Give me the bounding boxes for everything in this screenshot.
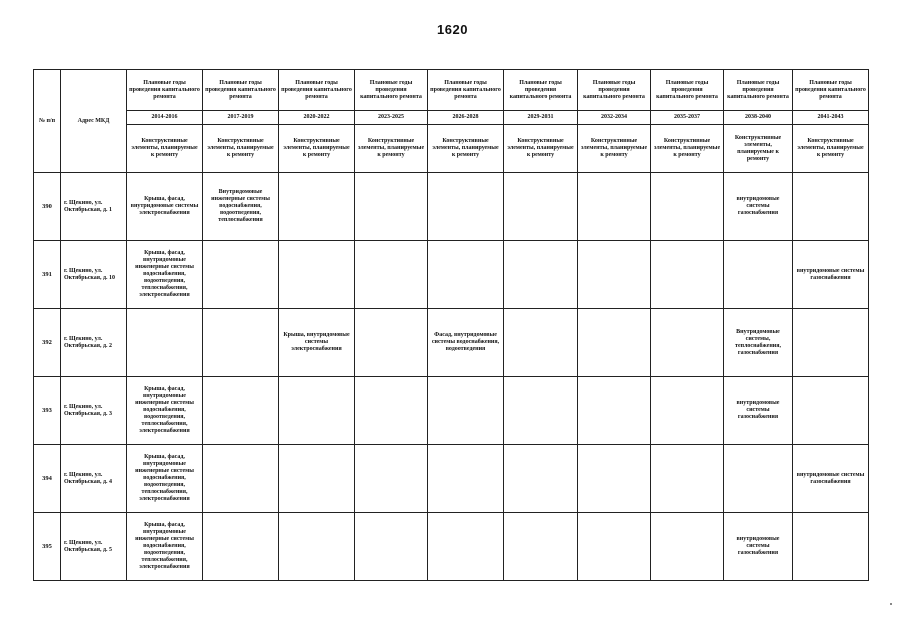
row-number: 394 bbox=[34, 445, 61, 513]
period-title-4: Плановые годы проведения капитального ремонта bbox=[428, 70, 504, 111]
repair-cell-2032-2034 bbox=[578, 173, 651, 241]
period-elements-label-1: Конструктивные элементы, планируемые к ремонту bbox=[203, 125, 279, 173]
repair-cell-2035-2037 bbox=[651, 377, 724, 445]
row-number: 390 bbox=[34, 173, 61, 241]
row-address: г. Щекино, ул. Октябрьская, д. 1 bbox=[61, 173, 127, 241]
repair-cell-2035-2037 bbox=[651, 513, 724, 581]
period-years-1: 2017-2019 bbox=[203, 111, 279, 125]
period-elements-label-7: Конструктивные элементы, планируемые к ремонту bbox=[651, 125, 724, 173]
period-title-0: Плановые годы проведения капитального ремонта bbox=[127, 70, 203, 111]
column-header-address: Адрес МКД bbox=[61, 70, 127, 173]
page-number: 1620 bbox=[437, 22, 468, 37]
period-years-6: 2032-2034 bbox=[578, 111, 651, 125]
repair-cell-2026-2028 bbox=[428, 173, 504, 241]
row-number: 392 bbox=[34, 309, 61, 377]
row-address: г. Щекино, ул. Октябрьская, д. 3 bbox=[61, 377, 127, 445]
repair-cell-2032-2034 bbox=[578, 445, 651, 513]
row-number: 391 bbox=[34, 241, 61, 309]
repair-cell-2014-2016: Крыша, фасад, внутридомовые инженерные системы водоснабжения, водоотведения, теплоснабжения, электроснабжения bbox=[127, 377, 203, 445]
repair-cell-2026-2028: Фасад, внутридомовые системы водоснабжения, водоотведения bbox=[428, 309, 504, 377]
repair-cell-2017-2019 bbox=[203, 309, 279, 377]
repair-cell-2020-2022: Крыша, внутридомовые системы электроснабжения bbox=[279, 309, 355, 377]
repair-cell-2014-2016: Крыша, фасад, внутридомовые системы электроснабжения bbox=[127, 173, 203, 241]
repair-cell-2023-2025 bbox=[355, 173, 428, 241]
period-elements-label-0: Конструктивные элементы, планируемые к ремонту bbox=[127, 125, 203, 173]
table-row bbox=[34, 173, 869, 241]
repair-cell-2032-2034 bbox=[578, 241, 651, 309]
repair-cell-2041-2043 bbox=[793, 377, 869, 445]
period-title-3: Плановые годы проведения капитального ремонта bbox=[355, 70, 428, 111]
period-title-8: Плановые годы проведения капитального ремонта bbox=[724, 70, 793, 111]
repair-cell-2038-2040: внутридомовые системы газоснабжения bbox=[724, 513, 793, 581]
repair-cell-2029-2031 bbox=[504, 241, 578, 309]
repair-cell-2023-2025 bbox=[355, 513, 428, 581]
period-years-5: 2029-2031 bbox=[504, 111, 578, 125]
repair-cell-2041-2043: внутридомовые системы газоснабжения bbox=[793, 445, 869, 513]
repair-cell-2017-2019 bbox=[203, 513, 279, 581]
table-row bbox=[34, 445, 869, 513]
repair-cell-2014-2016: Крыша, фасад, внутридомовые инженерные системы водоснабжения, водоотведения, теплоснабжения, электроснабжения bbox=[127, 513, 203, 581]
repair-cell-2017-2019 bbox=[203, 241, 279, 309]
period-elements-label-6: Конструктивные элементы, планируемые к ремонту bbox=[578, 125, 651, 173]
repair-cell-2041-2043 bbox=[793, 173, 869, 241]
repair-cell-2014-2016 bbox=[127, 309, 203, 377]
period-years-8: 2038-2040 bbox=[724, 111, 793, 125]
period-years-9: 2041-2043 bbox=[793, 111, 869, 125]
repair-cell-2014-2016: Крыша, фасад, внутридомовые инженерные системы водоснабжения, водоотведения, теплоснабжения, электроснабжения bbox=[127, 241, 203, 309]
period-elements-label-9: Конструктивные элементы, планируемые к ремонту bbox=[793, 125, 869, 173]
repair-cell-2029-2031 bbox=[504, 309, 578, 377]
table-row bbox=[34, 241, 869, 309]
row-address: г. Щекино, ул. Октябрьская, д. 4 bbox=[61, 445, 127, 513]
repair-cell-2035-2037 bbox=[651, 241, 724, 309]
repair-cell-2020-2022 bbox=[279, 377, 355, 445]
repair-cell-2017-2019 bbox=[203, 445, 279, 513]
period-title-6: Плановые годы проведения капитального ремонта bbox=[578, 70, 651, 111]
repair-cell-2026-2028 bbox=[428, 377, 504, 445]
period-title-2: Плановые годы проведения капитального ремонта bbox=[279, 70, 355, 111]
repair-cell-2038-2040 bbox=[724, 241, 793, 309]
row-address: г. Щекино, ул. Октябрьская, д. 2 bbox=[61, 309, 127, 377]
repair-cell-2035-2037 bbox=[651, 445, 724, 513]
row-address: г. Щекино, ул. Октябрьская, д. 5 bbox=[61, 513, 127, 581]
repair-cell-2023-2025 bbox=[355, 241, 428, 309]
repair-cell-2029-2031 bbox=[504, 377, 578, 445]
repair-cell-2038-2040 bbox=[724, 445, 793, 513]
repair-cell-2026-2028 bbox=[428, 513, 504, 581]
period-elements-label-8: Конструктивные элементы, планируемые к ремонту bbox=[724, 125, 793, 173]
repair-cell-2014-2016: Крыша, фасад, внутридомовые инженерные системы водоснабжения, водоотведения, теплоснабжения, электроснабжения bbox=[127, 445, 203, 513]
repair-cell-2029-2031 bbox=[504, 173, 578, 241]
period-title-7: Плановые годы проведения капитального ремонта bbox=[651, 70, 724, 111]
period-years-0: 2014-2016 bbox=[127, 111, 203, 125]
period-title-9: Плановые годы проведения капитального ремонта bbox=[793, 70, 869, 111]
scan-speck bbox=[890, 603, 892, 605]
row-number: 395 bbox=[34, 513, 61, 581]
repair-cell-2035-2037 bbox=[651, 309, 724, 377]
repair-cell-2038-2040: внутридомовые системы газоснабжения bbox=[724, 173, 793, 241]
repair-cell-2029-2031 bbox=[504, 445, 578, 513]
repair-cell-2032-2034 bbox=[578, 513, 651, 581]
repair-cell-2017-2019 bbox=[203, 377, 279, 445]
repair-cell-2032-2034 bbox=[578, 377, 651, 445]
capital-repair-plan-table bbox=[33, 69, 869, 581]
repair-cell-2041-2043 bbox=[793, 309, 869, 377]
repair-cell-2023-2025 bbox=[355, 309, 428, 377]
period-elements-label-2: Конструктивные элементы, планируемые к ремонту bbox=[279, 125, 355, 173]
period-elements-label-4: Конструктивные элементы, планируемые к ремонту bbox=[428, 125, 504, 173]
period-years-7: 2035-2037 bbox=[651, 111, 724, 125]
period-years-3: 2023-2025 bbox=[355, 111, 428, 125]
repair-cell-2020-2022 bbox=[279, 513, 355, 581]
table-row bbox=[34, 513, 869, 581]
repair-cell-2023-2025 bbox=[355, 377, 428, 445]
repair-cell-2029-2031 bbox=[504, 513, 578, 581]
period-years-2: 2020-2022 bbox=[279, 111, 355, 125]
repair-cell-2017-2019: Внутридомовые инженерные системы водоснабжения, водоотведения, теплоснабжения bbox=[203, 173, 279, 241]
repair-cell-2035-2037 bbox=[651, 173, 724, 241]
repair-cell-2032-2034 bbox=[578, 309, 651, 377]
period-title-5: Плановые годы проведения капитального ремонта bbox=[504, 70, 578, 111]
repair-cell-2041-2043 bbox=[793, 513, 869, 581]
repair-cell-2026-2028 bbox=[428, 445, 504, 513]
table-row bbox=[34, 377, 869, 445]
table-row bbox=[34, 309, 869, 377]
period-elements-label-5: Конструктивные элементы, планируемые к ремонту bbox=[504, 125, 578, 173]
repair-cell-2023-2025 bbox=[355, 445, 428, 513]
repair-cell-2038-2040: внутридомовые системы газоснабжения bbox=[724, 377, 793, 445]
period-years-4: 2026-2028 bbox=[428, 111, 504, 125]
repair-cell-2020-2022 bbox=[279, 445, 355, 513]
repair-cell-2020-2022 bbox=[279, 173, 355, 241]
repair-cell-2041-2043: внутридомовые системы газоснабжения bbox=[793, 241, 869, 309]
repair-cell-2020-2022 bbox=[279, 241, 355, 309]
repair-cell-2026-2028 bbox=[428, 241, 504, 309]
repair-cell-2038-2040: Внутридомовые системы, теплоснабжения, газоснабжения bbox=[724, 309, 793, 377]
column-header-number: № п/п bbox=[34, 70, 61, 173]
period-elements-label-3: Конструктивные элементы, планируемые к ремонту bbox=[355, 125, 428, 173]
period-title-1: Плановые годы проведения капитального ремонта bbox=[203, 70, 279, 111]
row-address: г. Щекино, ул. Октябрьская, д. 10 bbox=[61, 241, 127, 309]
row-number: 393 bbox=[34, 377, 61, 445]
